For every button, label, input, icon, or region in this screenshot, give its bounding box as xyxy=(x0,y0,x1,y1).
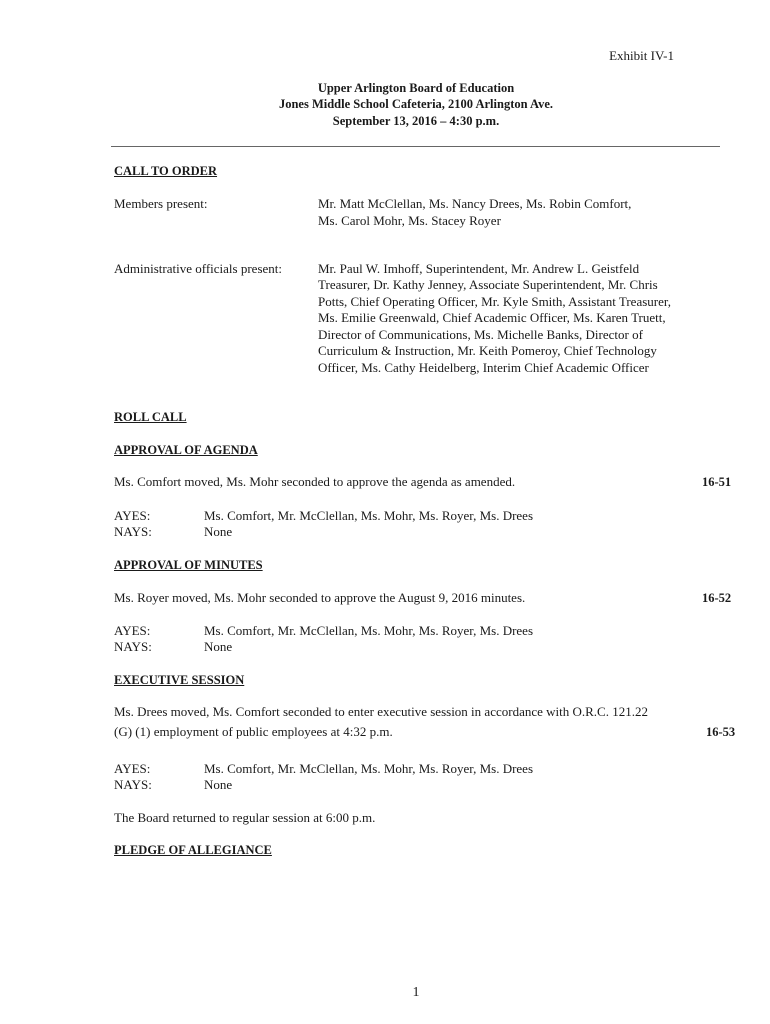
resolution-number: 16-52 xyxy=(702,591,732,605)
ayes-list: Ms. Comfort, Mr. McClellan, Ms. Mohr, Ms. Royer, Ms. Drees xyxy=(204,761,534,776)
returned-to-session-note: The Board returned to regular session at 6:00 p.m. xyxy=(114,810,376,825)
exhibit-label: Exhibit IV-1 xyxy=(609,48,674,63)
executive-motion-line-2: (G) (1) employment of public employees at 4:32 p.m. xyxy=(114,724,393,739)
nays-label: NAYS: xyxy=(114,524,152,539)
resolution-number: 16-53 xyxy=(706,725,736,739)
pledge-of-allegiance-heading: PLEDGE OF ALLEGIANCE xyxy=(114,843,272,857)
admin-officials-line: Director of Communications, Ms. Michelle Banks, Director of xyxy=(318,327,643,342)
header-divider xyxy=(111,146,720,147)
members-present-line-1: Mr. Matt McClellan, Ms. Nancy Drees, Ms. Robin Comfort, xyxy=(318,196,632,211)
nays-list: None xyxy=(204,639,233,654)
admin-officials-line: Potts, Chief Operating Officer, Mr. Kyle Smith, Assistant Treasurer, xyxy=(318,294,671,309)
executive-motion-line-1: Ms. Drees moved, Ms. Comfort seconded to enter executive session in accordance with O.R.C. 121.22 xyxy=(114,704,648,719)
admin-officials-line: Officer, Ms. Cathy Heidelberg, Interim Chief Academic Officer xyxy=(318,360,649,375)
ayes-label: AYES: xyxy=(114,623,151,638)
minutes-motion: Ms. Royer moved, Ms. Mohr seconded to approve the August 9, 2016 minutes. xyxy=(114,590,526,605)
meeting-location: Jones Middle School Cafeteria, 2100 Arlington Ave. xyxy=(278,97,554,111)
board-title: Upper Arlington Board of Education xyxy=(317,81,515,95)
approval-of-agenda-heading: APPROVAL OF AGENDA xyxy=(114,443,258,457)
executive-session-heading: EXECUTIVE SESSION xyxy=(114,673,245,687)
admin-officials-line: Treasurer, Dr. Kathy Jenney, Associate Superintendent, Mr. Chris xyxy=(318,277,658,292)
nays-list: None xyxy=(204,524,233,539)
members-present-label: Members present: xyxy=(114,196,208,211)
nays-label: NAYS: xyxy=(114,639,152,654)
members-present-line-2: Ms. Carol Mohr, Ms. Stacey Royer xyxy=(318,213,501,228)
agenda-motion: Ms. Comfort moved, Ms. Mohr seconded to approve the agenda as amended. xyxy=(114,474,516,489)
page-number: 1 xyxy=(412,985,420,1000)
call-to-order-heading: CALL TO ORDER xyxy=(114,164,218,178)
admin-officials-line: Mr. Paul W. Imhoff, Superintendent, Mr. Andrew L. Geistfeld xyxy=(318,261,640,276)
ayes-list: Ms. Comfort, Mr. McClellan, Ms. Mohr, Ms. Royer, Ms. Drees xyxy=(204,508,534,523)
roll-call-heading: ROLL CALL xyxy=(114,410,187,424)
nays-list: None xyxy=(204,777,233,792)
ayes-label: AYES: xyxy=(114,508,151,523)
meeting-date: September 13, 2016 – 4:30 p.m. xyxy=(332,114,500,128)
admin-officials-line: Ms. Emilie Greenwald, Chief Academic Officer, Ms. Karen Truett, xyxy=(318,310,666,325)
resolution-number: 16-51 xyxy=(702,475,732,489)
admin-officials-label: Administrative officials present: xyxy=(114,261,282,276)
admin-officials-line: Curriculum & Instruction, Mr. Keith Pomeroy, Chief Technology xyxy=(318,343,657,358)
approval-of-minutes-heading: APPROVAL OF MINUTES xyxy=(114,558,263,572)
ayes-label: AYES: xyxy=(114,761,151,776)
ayes-list: Ms. Comfort, Mr. McClellan, Ms. Mohr, Ms. Royer, Ms. Drees xyxy=(204,623,534,638)
nays-label: NAYS: xyxy=(114,777,152,792)
